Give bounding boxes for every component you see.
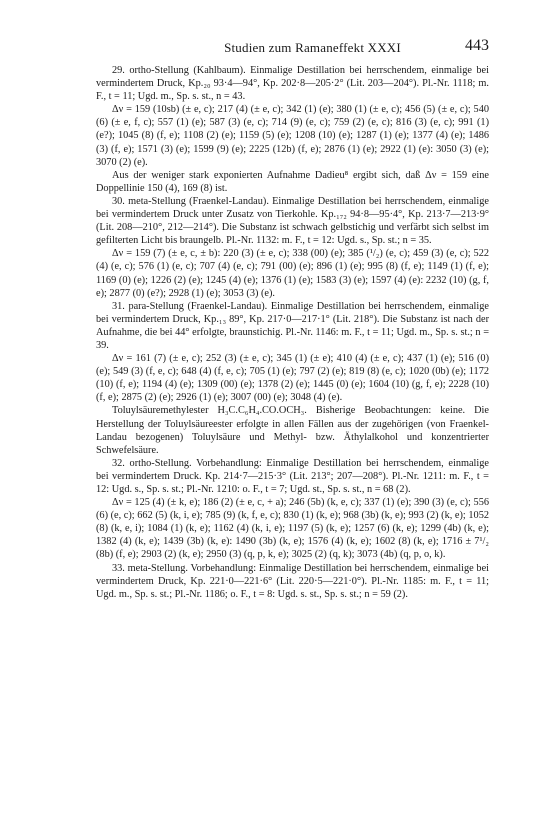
running-head: Studien zum Ramaneffekt XXXI <box>224 40 401 55</box>
paragraph-meta-stellung-30: 30. meta-Stellung (Fraenkel-Landau). Einmalige Destillation bei herrschendem, einmalige bei vermindertem Druck unter Zusatz von Tierkohle. Kp.₁₇₂ 94·8—95·4°, Kp. 213·7—213·9° (Lit. 208—210°, 212—214°). Die Substanz ist schwach gelbstichig und verfärbt sich selbst im gefilterten Licht bis braungelb. Pl.-Nr. 1132: m. F., t = 12: Ugd. s., Sp. st.; n = 35. <box>96 195 489 247</box>
paragraph-meta-stellung-33: 33. meta-Stellung. Vorbehandlung: Einmalige Destillation bei herrschendem, einmalige bei vermindertem Druck, Kp. 221·0—221·6° (Lit. 220·5—221·0°). Pl.-Nr. 1185: m. F., t = 11; Ugd. m., Sp. s. st.; Pl.-Nr. 1186; o. F., t = 8: Ugd. s. st., Sp. s. st.; n = 59 (2). <box>96 562 489 600</box>
body-text <box>96 64 489 601</box>
raman-lines-31: Δν = 161 (7) (± e, c); 252 (3) (± e, c); 345 (1) (± e); 410 (4) (± e, c); 437 (1) (e); 516 (0) (e); 549 (3) (f, e, c); 648 (4) (f, e, c); 705 (1) (e); 797 (2) (e); 819 (8) (e, c); 1020 (0b) (e); 1172 (10) (f, e); 1194 (4) (e); 1309 (00) (e); 1378 (2) (e); 1445 (0) (e); 1604 (10) (g, f, e); 2228 (10) (f, e); 2875 (2) (e); 2926 (1) (e); 3007 (00) (e); 3048 (4) (e). <box>96 353 489 404</box>
raman-lines-32: Δν = 125 (4) (± k, e); 186 (2) (± e, c, + a); 246 (5b) (k, e, c); 337 (1) (e); 390 (3) (e, c); 556 (6) (e, c); 662 (5) (k, i, e); 785 (9) (k, f, e, c); 830 (1) (k, e); 968 (3b) (k, e); 993 (2) (k, e); 1052 (8) (k, e, i); 1084 (1) (k, e); 1162 (4) (k, i, e); 1197 (5) (k, e); 1257 (6) (k, e); 1299 (4b) (k, e); 1382 (4) (k, e); 1439 (3b) (k, e): 1490 (3b) (k, e); 1576 (4) (k, e); 1602 (8) (k, e); 1716 ± 7¹/₂ (8b) (f, e); 2903 (2) (k, e); 2950 (3) (q, p, k, e); 3025 (2) (q, k); 3073 (4b) (q, p, o, k). <box>96 497 489 561</box>
paragraph-ortho-stellung-29: 29. ortho-Stellung (Kahlbaum). Einmalige Destillation bei herrschendem, einmalige bei vermindertem Druck, Kp.₂₀ 93·4—94°, Kp. 202·8—205·2° (Lit. 203—204°). Pl.-Nr. 1118; m. F., t = 11; Ugd. m., Sp. s. st., n = 43. <box>96 65 489 103</box>
paragraph-ortho-stellung-32: 32. ortho-Stellung. Vorbehandlung: Einmalige Destillation bei herrschendem, einmalige bei vermindertem Druck. Kp. 214·7—215·3° (Lit. 213°; 207—208°). Pl.-Nr. 1211: m. F., t = 12: Ugd. s., Sp. s. st.; Pl.-Nr. 1210: o. F., t = 7; Ugd. st., Sp. s. st., n = 68 (2). <box>96 457 489 495</box>
paragraph-toluylsaeuremethylester: Toluylsäuremethylester H₃C.C₆H₄.CO.OCH₃. Bisherige Beobachtungen: keine. Die Herstellung der Toluylsäureester erfolgte in allen Fällen aus der zugehörigen (von Fraenkel-Landau bezogenen) Toluylsäure und Methyl- bzw. Äthylalkohol und konzentrierter Schwefelsäure. <box>96 405 489 456</box>
paragraph-dadieu-note: Aus der weniger stark exponierten Aufnahme Dadieu⁸ ergibt sich, daß Δν = 159 eine Doppellinie 150 (4), 169 (8) ist. <box>96 169 489 194</box>
page-number: 443 <box>465 37 489 54</box>
paragraph-para-stellung-31: 31. para-Stellung (Fraenkel-Landau). Einmalige Destillation bei herrschendem, einmalige bei vermindertem Druck, Kp.₁₃ 89°, Kp. 217·0—217·1° (Lit. 218°). Die Substanz ist nach der Aufnahme, die bei 44° erfolgte, braunstichig. Pl.-Nr. 1146: m. F., t = 11; Ugd. m., Sp. s. st.; n = 39. <box>96 300 489 351</box>
page-header <box>96 37 489 64</box>
raman-lines-30: Δν = 159 (7) (± e, c, ± b): 220 (3) (± e, c); 338 (00) (e); 385 (¹/₂) (e, c); 459 (3) (e, c); 522 (4) (e, c); 576 (1) (e, c); 707 (4) (e, c); 791 (00) (e); 896 (1) (e); 995 (8) (f, e); 1149 (1) (f, e); 1169 (0) (e); 1226 (2) (e); 1245 (4) (e); 1376 (1) (e); 1583 (3) (e); 1597 (4) (e): 2232 (10) (g, f, e); 2877 (0) (e?); 2928 (1) (e); 3053 (3) (e). <box>96 248 489 299</box>
raman-lines-29: Δν = 159 (10sb) (± e, c); 217 (4) (± e, c); 342 (1) (e); 380 (1) (± e, c); 456 (5) (± e, c); 540 (6) (± e, f, c); 557 (1) (e); 587 (3) (e, c); 714 (9) (e, c); 759 (2) (e, c); 816 (3) (e, c); 991 (1) (e?); 1045 (8) (f, e); 1108 (2) (e); 1159 (5) (e); 1208 (10) (e); 1287 (1) (e); 1377 (4) (e); 1486 (3) (f, e); 1571 (3) (e); 1599 (9) (e); 2225 (12b) (f, e); 2876 (1) (e); 2922 (1) (e): 3050 (3) (e); 3070 (2) (e). <box>96 104 489 168</box>
